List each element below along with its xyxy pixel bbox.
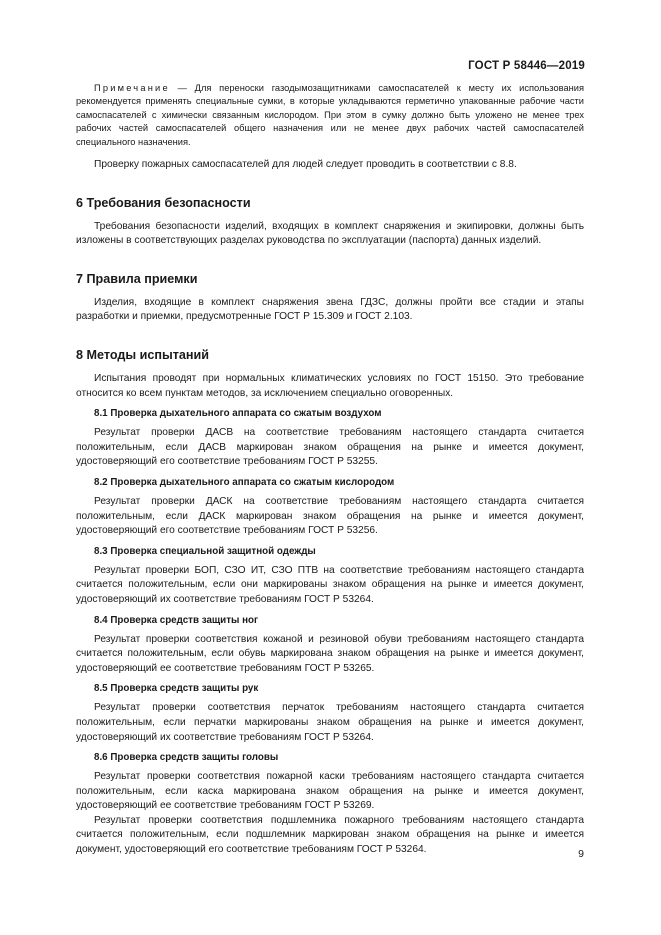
section-6-text: Требования безопасности изделий, входящих в комплект снаряжения и экипировки, должны быть изложены в соответствующих разделах руководства по эксплуатации (паспорта) данных изделий. [76,220,584,247]
subsection-title: 8.2 Проверка дыхательного аппарата со сжатым кислородом [94,476,395,488]
section-7-text: Изделия, входящие в комплект снаряжения звена ГДЗС, должны пройти все стадии и этапы разработки и приемки, предусмотренные ГОСТ Р 15.309 и ГОСТ 2.103. [76,296,584,323]
subsection-8-5 [76,676,584,745]
subsection-paragraph: Результат проверки соответствия перчаток требованиям настоящего стандарта считается положительным, если перчатки маркированы знаком обращения на рынке и имеется документ, удостоверяющий их соответствие требованиям ГОСТ Р 53264. [76,702,584,743]
section-8-title: 8 Методы испытаний [76,348,209,362]
subsection-title: 8.6 Проверка средств защиты головы [94,752,279,764]
subsection-title: 8.4 Проверка средств защиты ног [94,614,259,626]
subsection-8-3 [76,539,584,608]
subsection-8-4 [76,608,584,677]
section-6-title: 6 Требования безопасности [76,195,251,210]
subsection-paragraph: Результат проверки соответствия кожаной и резиновой обуви требованиям настоящего стандарта считается положительным, если обувь маркирована знаком обращения на рынке и имеется документ, удостоверяющий ее соответствие требованиям ГОСТ Р 53265. [76,633,584,674]
note-label: Примечание [94,83,170,93]
subsection-8-1 [76,401,584,470]
note-paragraph [76,82,584,149]
subsection-8-2 [76,470,584,539]
section-7-title: 7 Правила приемки [76,271,198,286]
subsection-paragraph: Результат проверки БОП, СЗО ИТ, СЗО ПТВ на соответствие требованиям настоящего стандарта считается положительным, если они маркированы знаком обращения на рынке и имеется документ, удостоверяющий их соответствие требованиям ГОСТ Р 53264. [76,564,584,605]
document-code: ГОСТ Р 58446—2019 [468,60,585,72]
section-8-text: Испытания проводят при нормальных климатических условиях по ГОСТ 15150. Это требование относится ко всем пунктам методов, за исключением специально оговоренных. [76,373,584,399]
subsection-8-6 [76,745,584,858]
subsection-title: 8.1 Проверка дыхательного аппарата со сжатым воздухом [94,408,382,420]
subsection-paragraph: Результат проверки соответствия подшлемника пожарного требованиям настоящего стандарта считается положительным, если подшлемник маркирован знаком обращения на рынке и имеется документ, удостоверяющий его соответствие требованиям ГОСТ Р 53264. [76,814,584,856]
subsection-title: 8.5 Проверка средств защиты рук [94,683,259,695]
subsection-paragraph: Результат проверки ДАСВ на соответствие требованиям настоящего стандарта считается положительным, если ДАСВ маркирован знаком обращения на рынке и имеется документ, удостоверяющий его соответствие требованиям ГОСТ Р 53255. [76,427,584,468]
subsection-paragraph: Результат проверки ДАСК на соответствие требованиям настоящего стандарта считается положительным, если ДАСК маркирован знаком обращения на рынке и имеется документ, удостоверяющий его соответствие требованиям ГОСТ Р 53256. [76,495,584,537]
subsection-title: 8.3 Проверка специальной защитной одежды [94,545,316,557]
page-number: 9 [578,848,584,860]
intro-paragraph: Проверку пожарных самоспасателей для людей следует проводить в соответствии с 8.8. [94,159,517,171]
page-content [76,82,584,858]
subsections-list [76,401,584,857]
subsection-paragraph: Результат проверки соответствия пожарной каски требованиям настоящего стандарта считается положительным, если каска маркирована знаком обращения на рынке и имеется документ, удостоверяющий ее соответствие требованиям ГОСТ Р 53269. [76,771,584,812]
note-text: — Для переноски газодымозащитниками самоспасателей к месту их использования рекомендуется применять специальные сумки, в которые укладываются герметично упакованные рабочие части самоспасателей с химически связанным кислородом. При этом в сумку должно быть уложено не менее трех рабочих частей самоспасателей общего назначения или не менее двух рабочих частей самоспасателей специального назначения. [76,83,584,147]
